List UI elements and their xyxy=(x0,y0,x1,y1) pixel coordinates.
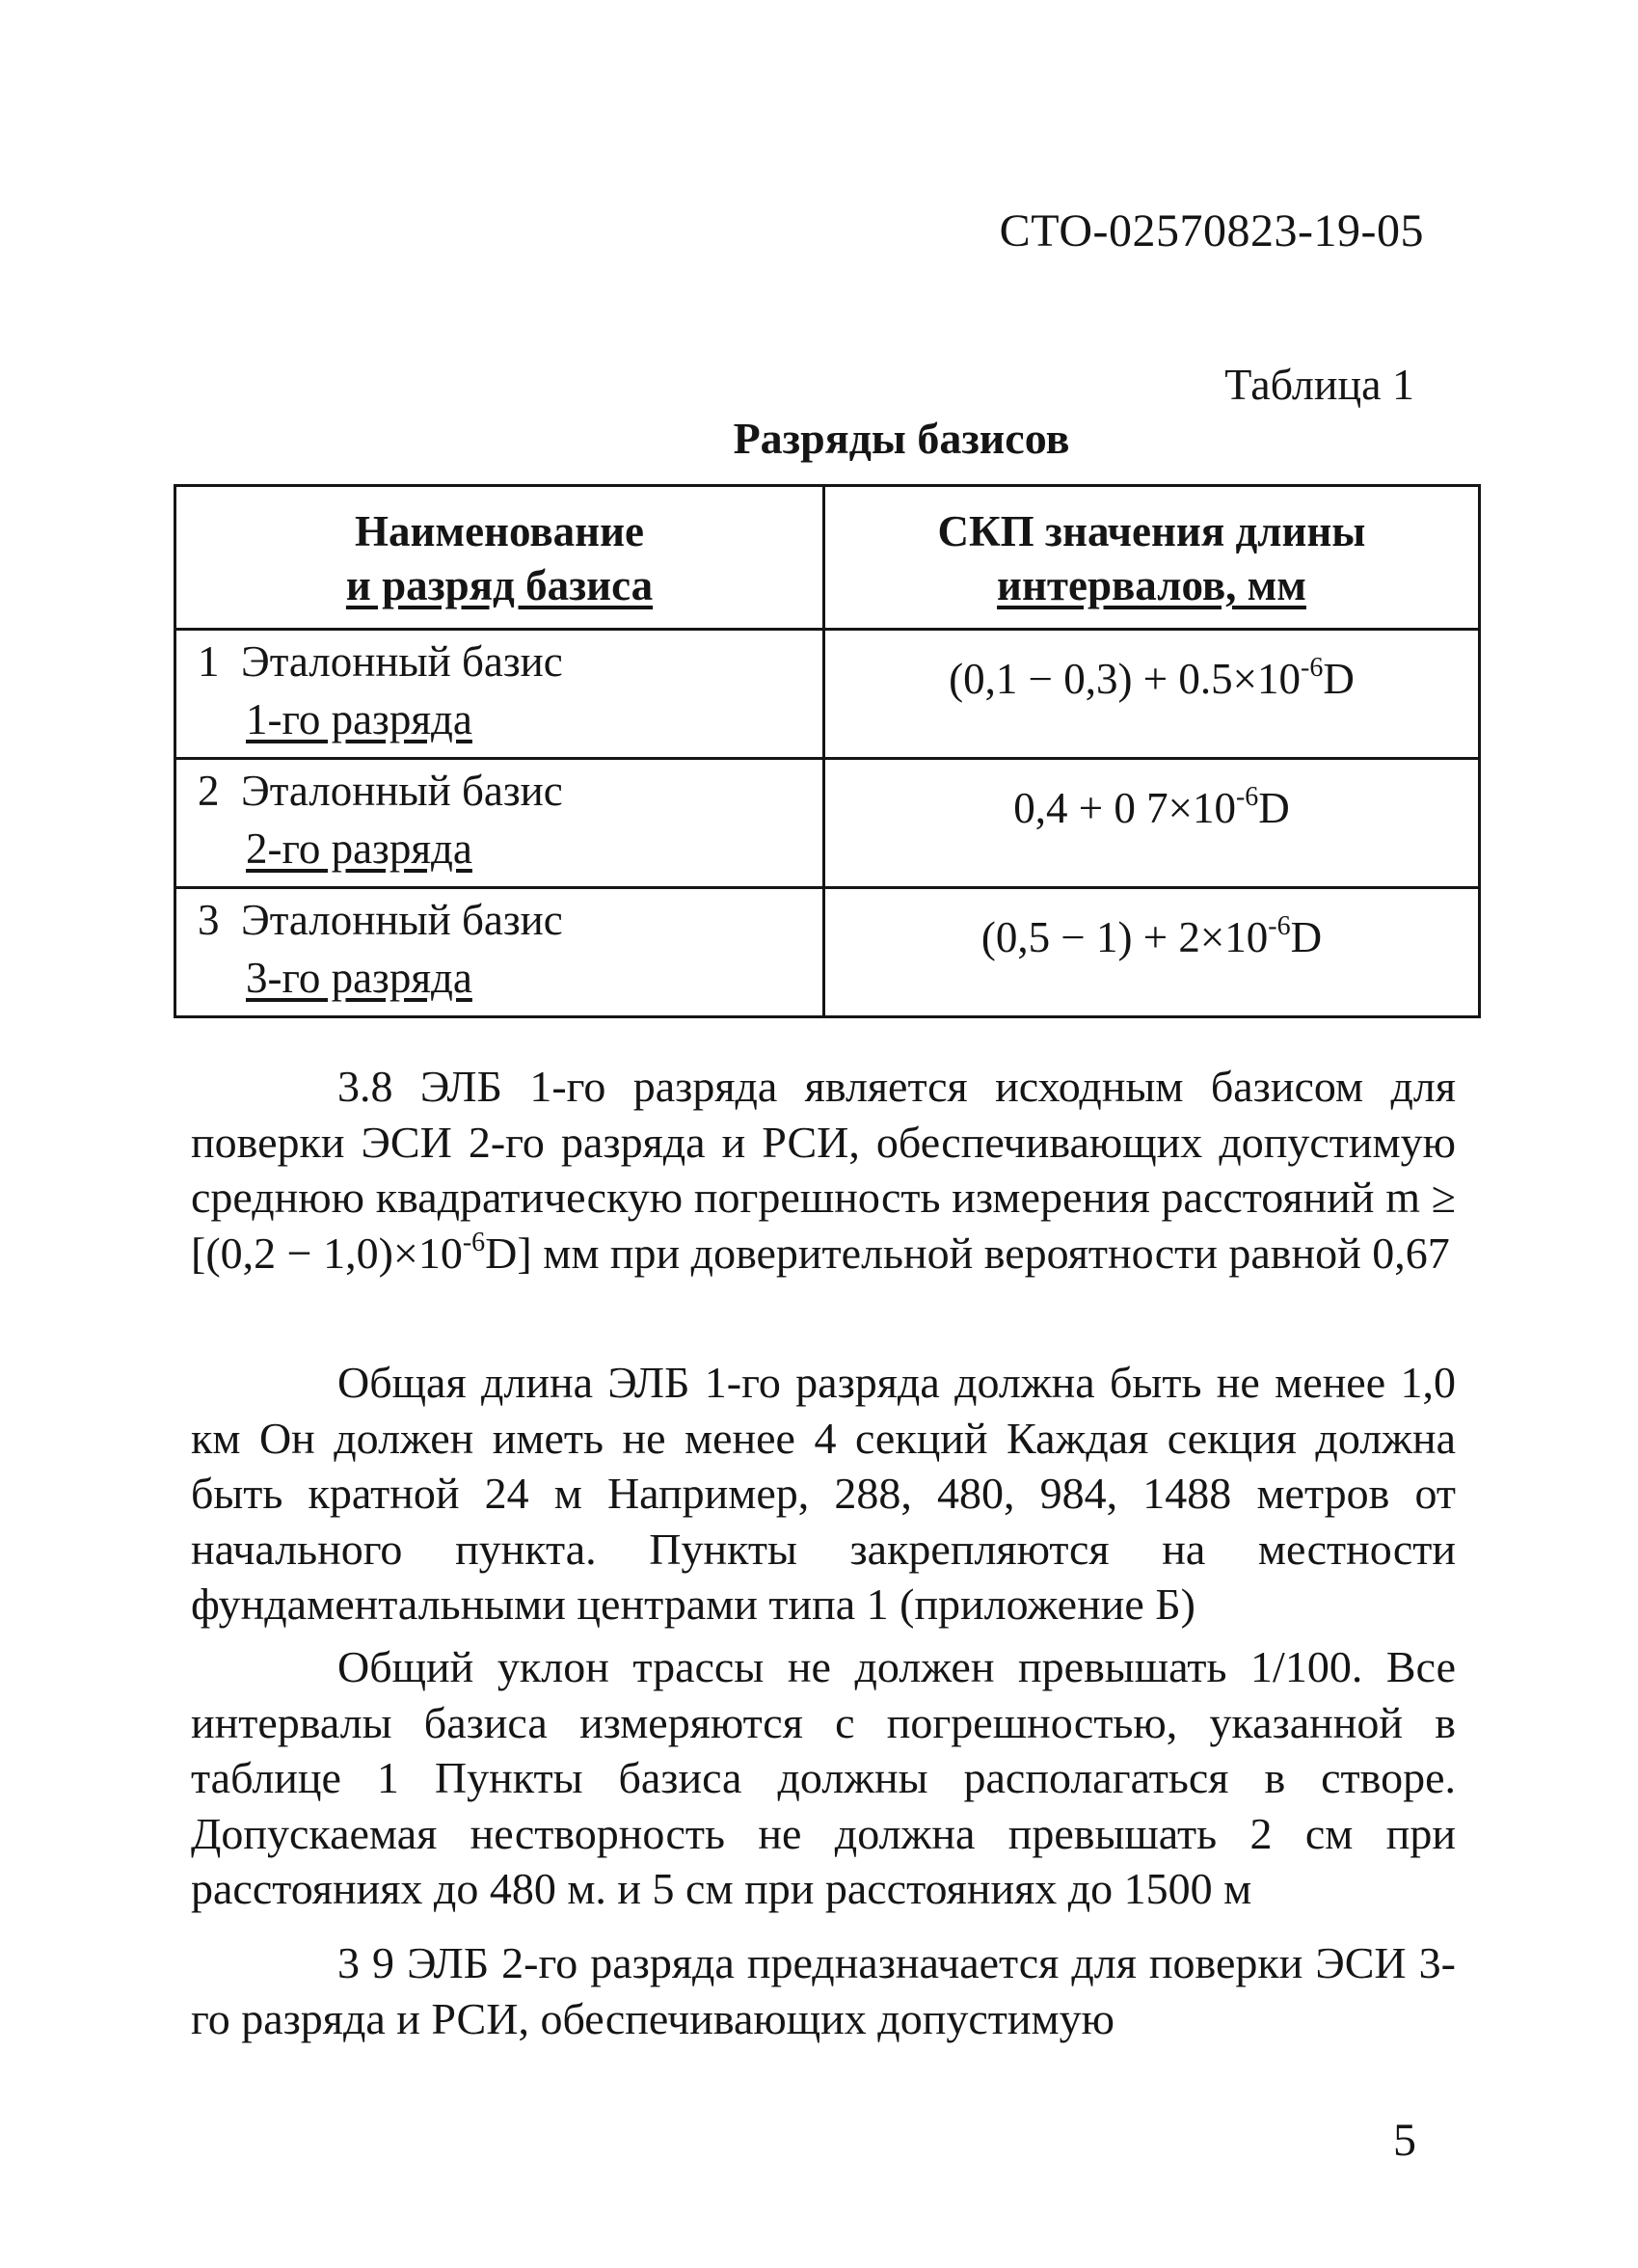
column-header-name xyxy=(175,486,824,630)
accuracy-value-cell xyxy=(824,630,1480,759)
table-row xyxy=(175,630,1480,759)
basis-name: Эталонный базис xyxy=(241,896,563,944)
paragraph-3-8-text: 3.8 ЭЛБ 1-го разряда является исходным базисом для поверки ЭСИ 2-го разряда и РСИ, обеспечивающих допустимую среднюю квадратическую погрешность измерения расстояний m ≥ [(0,2 − 1,0)×10 xyxy=(191,1062,1456,1278)
column-header-name-line1: Наименование xyxy=(355,507,644,555)
document-code: СТО-02570823-19-05 xyxy=(999,205,1424,256)
table-row xyxy=(175,759,1480,888)
accuracy-exponent: -6 xyxy=(1235,782,1259,812)
paragraph-3-8 xyxy=(191,1059,1456,1281)
basis-name: Эталонный базис xyxy=(241,767,563,815)
column-header-value-line2: интервалов, мм xyxy=(997,561,1306,609)
basis-grades-table xyxy=(174,484,1481,1018)
paragraph-total-length-text: Общая длина ЭЛБ 1-го разряда должна быть не менее 1,0 км Он должен иметь не менее 4 секций Каждая секция должна быть кратной 24 м Например, 288, 480, 984, 1488 метров от начального пункта. Пункты закрепляются на местности фундаментальными центрами типа 1 (приложение Б) xyxy=(191,1358,1456,1629)
paragraph-3-9-text: 3 9 ЭЛБ 2-го разряда предназначается для поверки ЭСИ 3-го разряда и РСИ, обеспечивающих допустимую xyxy=(191,1938,1456,2043)
row-number: 3 xyxy=(198,896,220,944)
accuracy-value: 0,4 + 0 7×10 xyxy=(1013,784,1236,832)
table-row xyxy=(175,888,1480,1017)
accuracy-exponent: -6 xyxy=(1268,911,1291,941)
basis-name: Эталонный базис xyxy=(241,637,563,686)
table-header-row xyxy=(175,486,1480,630)
accuracy-suffix: D xyxy=(1258,784,1290,832)
accuracy-suffix: D xyxy=(1323,655,1355,703)
basis-name-cell xyxy=(175,759,824,888)
accuracy-value: (0,5 − 1) + 2×10 xyxy=(980,913,1269,961)
row-number: 2 xyxy=(198,767,220,815)
basis-name-cell xyxy=(175,630,824,759)
column-header-value xyxy=(824,486,1480,630)
accuracy-value-cell xyxy=(824,888,1480,1017)
basis-name-cell xyxy=(175,888,824,1017)
row-number: 1 xyxy=(198,637,220,686)
accuracy-value-cell xyxy=(824,759,1480,888)
paragraph-3-8-exponent: -6 xyxy=(462,1227,486,1257)
paragraph-total-length xyxy=(191,1355,1456,1633)
basis-grade: 1-го разряда xyxy=(246,695,472,743)
paragraph-slope-text: Общий уклон трассы не должен превышать 1/100. Все интервалы базиса измеряются с погрешностью, указанной в таблице 1 Пункты базиса должны располагаться в створе. Допускаемая нестворность не должна превышать 2 см при расстояниях до 480 м. и 5 см при расстояниях до 1500 м xyxy=(191,1642,1456,1913)
basis-grade: 2-го разряда xyxy=(246,824,472,873)
accuracy-value: (0,1 − 0,3) + 0.5×10 xyxy=(949,655,1302,703)
table-title: Разряды базисов xyxy=(733,414,1070,463)
paragraph-3-8-text-end: D] мм при доверительной вероятности равной 0,67 xyxy=(485,1228,1450,1278)
column-header-name-line2: и разряд базиса xyxy=(345,561,654,609)
paragraph-slope xyxy=(191,1639,1456,1917)
table-label: Таблица 1 xyxy=(1224,360,1414,409)
paragraph-3-9 xyxy=(191,1935,1456,2046)
accuracy-suffix: D xyxy=(1290,913,1323,961)
column-header-value-line1: СКП значения длины xyxy=(937,507,1366,555)
page-number: 5 xyxy=(1393,2115,1416,2166)
accuracy-exponent: -6 xyxy=(1301,653,1324,683)
basis-grade: 3-го разряда xyxy=(246,954,472,1002)
